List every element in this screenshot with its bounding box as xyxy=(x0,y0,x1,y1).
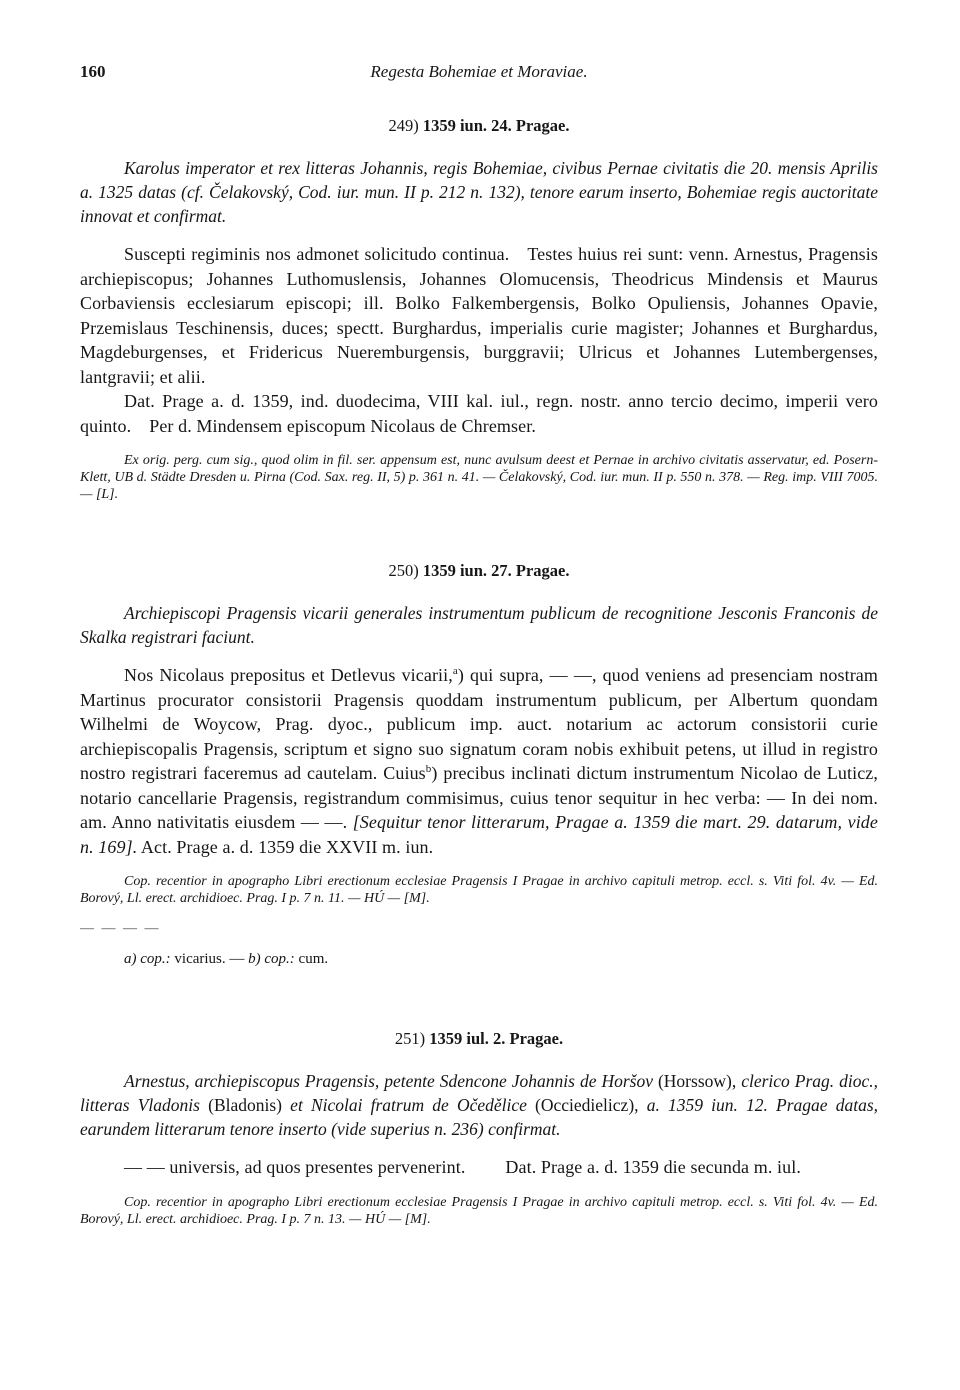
entry-date: 1359 iul. 2. Pragae. xyxy=(429,1029,564,1048)
entry-number: 250) xyxy=(388,561,419,580)
actum: Act. Prage a. d. 1359 die XXVII m. iun. xyxy=(140,836,434,857)
entry-heading xyxy=(80,561,878,581)
charter-text xyxy=(80,242,878,389)
footnote-separator: — — — — xyxy=(80,921,161,936)
regest-part: et Nicolai fratrum de Očedělice xyxy=(290,1095,527,1115)
witness-list: Testes huius rei sunt: venn. Arnestus, Pragensis archiepiscopus; Johannes Luthomuslensis, Johannes Olomucensis, Theodricus Mindensis et Maurus Corbaviensis ecclesiarum episcopi; ill. Bolko Falkembergensis, Bolko Opuliensis, Johannes Opavie, Przemislaus Teschinensis, duces; spectt. Burghardus, imperialis curie magister; Johannes et Burghardus, Magdeburgenses, et Fridericus Nueremburgensis, burggravii; Ulricus et Johannes Lutembergenses, lantgravii; et alii. xyxy=(80,244,878,387)
running-title: Regesta Bohemiae et Moraviae. xyxy=(370,62,588,81)
regest-part: Arnestus, archiepiscopus Pragensis, petente Sdencone Johannis de Horšov xyxy=(124,1071,653,1091)
datum: Dat. Prage a. d. 1359, ind. duodecima, VIII kal. iul., regn. nostr. anno tercio decimo, imperii vero quinto. xyxy=(80,391,878,436)
regest-part: a. 1359 iun. 12. Pragae datas, earundem litterarum tenore inserto (vide superius n. 236) confirmat. xyxy=(80,1095,879,1139)
text-part: ) qui supra, — —, quod veniens ad presenciam nostram Martinus procurator consistorii Pragensis quoddam instrumentum publicum, per Albertum quondam Wilhelmi de Woycow, Prag. dyoc., publicum imp. auct. notarium ac actorum consistorii curie archiepiscopalis Pragensis, scriptum et signo suo signatum coram nobis exhibuit petens, ut illud in registro nostro registrari faceremus ad cautelam. Cuius xyxy=(80,665,878,783)
footnote-label: b) cop.: xyxy=(248,951,295,967)
entry-250 xyxy=(80,561,878,969)
dating-clause xyxy=(80,389,878,438)
footnote-text: cum. xyxy=(298,951,329,967)
datum: Dat. Prage a. d. 1359 die secunda m. iul. xyxy=(505,1157,801,1177)
footnote-ref: b xyxy=(425,763,432,775)
chancery-note: Per d. Mindensem episcopum Nicolaus de Chremser. xyxy=(149,415,536,436)
page-number: 160 xyxy=(80,62,106,81)
footnote-text: vicarius. — xyxy=(174,951,245,967)
regest: Karolus imperator et rex litteras Johannis, regis Bohemiae, civibus Pernae civitatis die 20. mensis Aprilis a. 1325 datas (cf. Čelakovský, Cod. iur. mun. II p. 212 n. 132), tenore earum inserto, Bohemiae regis auctoritate innovat et confirmat. xyxy=(80,158,878,226)
footnote-ref: a xyxy=(452,665,458,677)
source-apparatus: Cop. recentior in apographo Libri erectionum ecclesiae Pragensis I Pragae in archivo capituli metrop. eccl. s. Viti fol. 4v. — Ed. Borový, Ll. erect. archidioec. Prag. I p. 7 n. 13. — HÚ — [M]. xyxy=(80,1194,878,1227)
incipit: — — universis, ad quos presentes pervenerint. xyxy=(124,1157,466,1177)
source-apparatus: Ex orig. perg. cum sig., quod olim in fil. ser. appensum est, nunc avulsum deest et Pernae in archivo civitatis asservatur, ed. Posern-Klett, UB d. Städte Dresden u. Pirna (Cod. Sax. reg. II, 5) p. 361 n. 41. — Čelakovský, Cod. iur. mun. II p. 550 n. 378. — Reg. imp. VIII 7005. — [L]. xyxy=(80,453,878,502)
footnotes xyxy=(80,949,878,969)
charter-text xyxy=(80,663,878,859)
text-part: Nos Nicolaus prepositus et Detlevus vicarii, xyxy=(124,665,453,685)
entry-heading xyxy=(80,1029,878,1049)
regest-part: clerico Prag. dioc., litteras Vladonis xyxy=(80,1071,879,1115)
editorial-note: [Sequitur tenor litterarum, Pragae a. 1359 die mart. 29. datarum, vide n. 169]. xyxy=(80,812,878,857)
entry-date: 1359 iun. 24. Pragae. xyxy=(422,116,570,135)
footnote-label: a) cop.: xyxy=(124,951,171,967)
regest-part: (Horssow), xyxy=(657,1071,737,1091)
entry-251 xyxy=(80,1029,878,1228)
source-apparatus: Cop. recentior in apographo Libri erectionum ecclesiae Pragensis I Pragae in archivo capituli metrop. eccl. s. Viti fol. 4v. — Ed. Borový, Ll. erect. archidioec. Prag. I p. 7 n. 11. — HÚ — [M]. xyxy=(80,874,878,906)
entry-heading xyxy=(80,116,878,136)
charter-text xyxy=(80,1155,878,1180)
entry-number: 249) xyxy=(388,116,419,135)
regest xyxy=(80,1069,878,1141)
entry-249 xyxy=(80,116,878,503)
incipit: Suscepti regiminis nos admonet solicitudo continua. xyxy=(124,244,510,264)
regest-part: (Occiedielicz), xyxy=(535,1095,639,1115)
regest: Archiepiscopi Pragensis vicarii generales instrumentum publicum de recognitione Jesconis Franconis de Skalka registrari faciunt. xyxy=(80,603,878,647)
entry-date: 1359 iun. 27. Pragae. xyxy=(422,561,570,580)
regest-part: (Bladonis) xyxy=(208,1095,283,1115)
text-part: ) precibus inclinati dictum instrumentum Nicolao de Luticz, notario cancellarie Pragensis, registrandum commisimus, cuius tenor sequitur in hec verba: — In dei nom. am. Anno nativitatis eiusdem — —. xyxy=(80,763,878,832)
entry-number: 251) xyxy=(394,1029,426,1048)
running-head xyxy=(80,62,878,86)
